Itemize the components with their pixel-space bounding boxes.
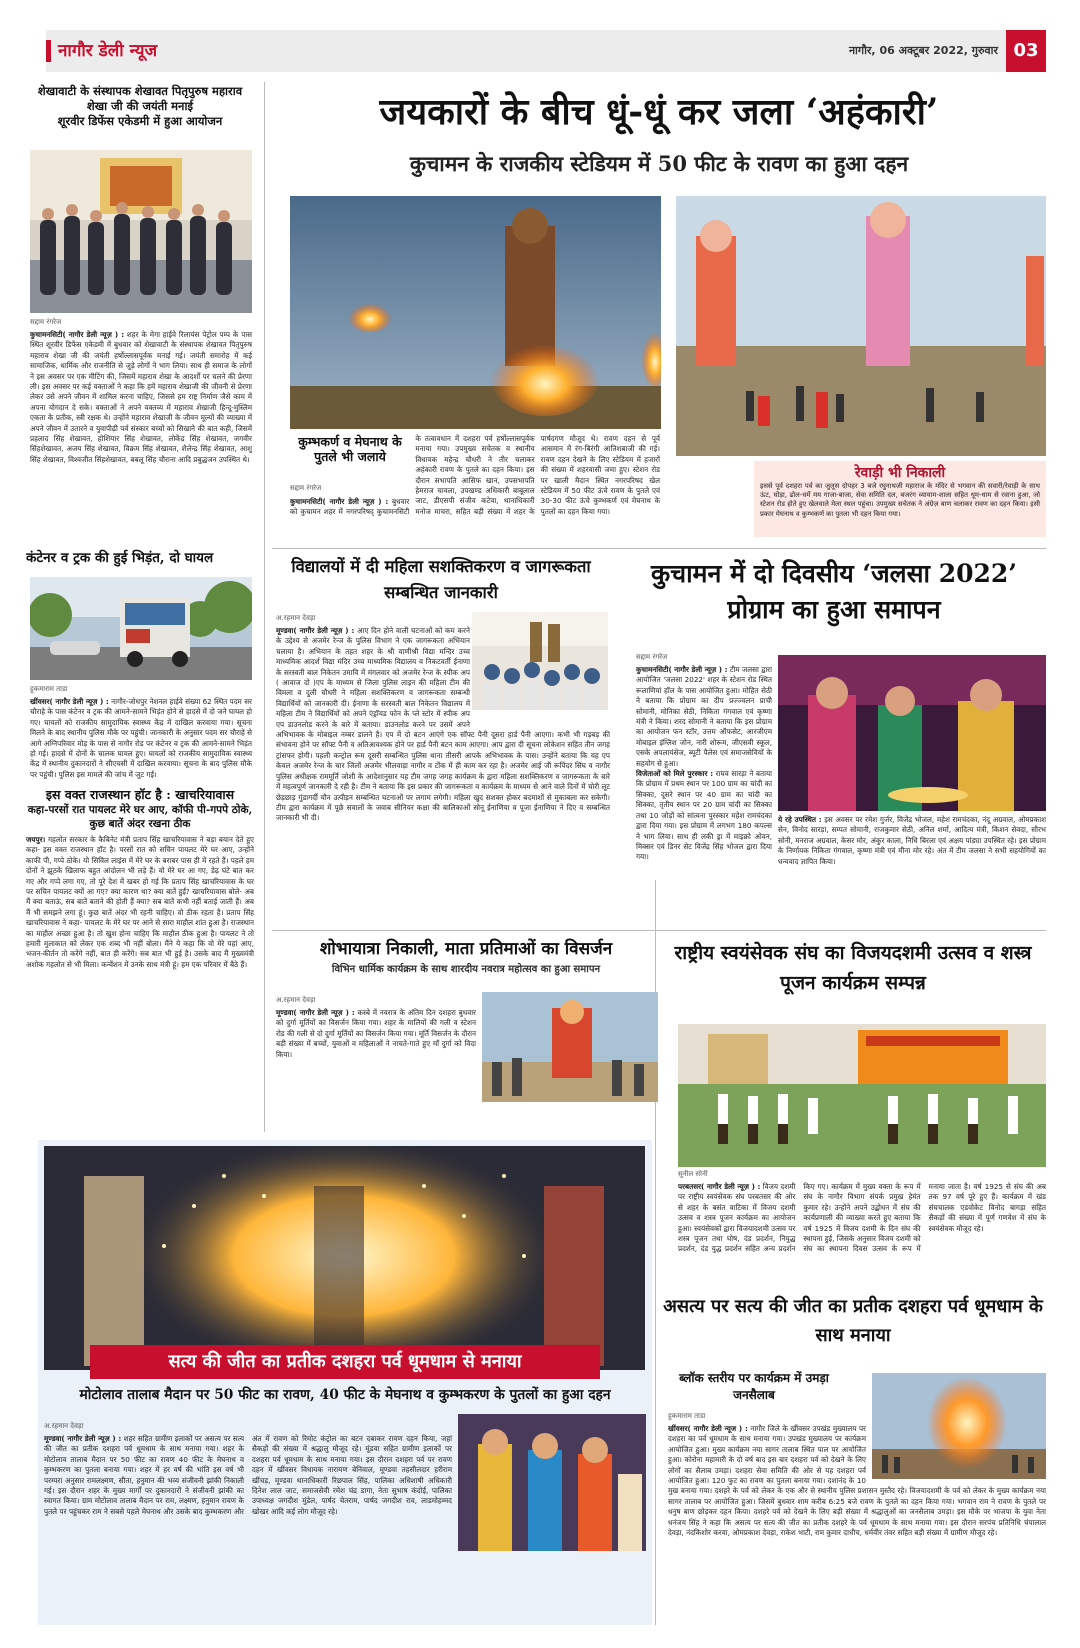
jalsa-story-body-col2	[778, 815, 1046, 915]
story-rss	[660, 938, 1046, 1022]
story-mundwa-dussehra	[38, 1140, 652, 1625]
story-jalsa	[622, 556, 1046, 630]
dateline: परबतसर( नागौर डेली न्यूज़ ) :	[678, 1182, 761, 1191]
dussehra-banner: सत्य की जीत का प्रतीक दशहरा पर्व धूमधाम से मनाया	[90, 1345, 600, 1379]
jalsa-photo	[778, 655, 1046, 811]
subheadline: शूरवीर डिफेंस एकेडमी में हुआ आयोजन	[57, 114, 223, 128]
fireworks-photo	[44, 1146, 645, 1370]
event-photo	[30, 150, 252, 313]
headline: राष्ट्रीय स्वयंसेवक संघ का विजयदशमी उत्सव व शस्त्र पूजन कार्यक्रम सम्पन्न	[674, 942, 1032, 994]
dateline: मूण्डवा( नागौर डेली न्यूज़ ) :	[44, 1434, 122, 1443]
story-text: नागौर जिले के खींवसर उपखंड मुख्यालय पर दशहरा का पर्व धूमधाम के साथ मनाया गया। उपखंड मुख्यालय पर कार्यक्रम आयोजित हुआ। मुख्य कार्यक्रम नया सागर तालाब स्थित पाल पर आयोजित हुआ। कोरोना महामारी के दो वर्ष बाद इस बार दशहरा पर्व को देखने के लिए लोगों का सैलाब उमड़ा। दशहरा सेवा समिति की ओर से यह दशहरा पर्व आयोजित हुआ। 120 फुट का रावण का पुतला बनाया गया। दशानंद के 10 मुख बनाया गया। दशहरे के पर्व को लेकर के एक और से स्थानीय पुलिस प्रशासन मुस्तैद रहे। विजयादशमी के पर्व को लेकर के मुख्य कार्यक्रम नया सागर तालाब पर आयोजित हुआ। जिसमें बुधवार शाम करीब 6:25 बजे रावण के पुतले का दहन किया गया। भगवान राम ने रावण के पुतले पर धनुष बाण छोड़कर दहन किया। दशहरे पर्व को देखने के लिए बड़ी संख्या में श्रद्धालुओं का जनसैलाब उमड़ा। इस मौके पर भाजपा के युवा नेता धनंजय सिंह ने कहा कि असत्य पर सत्य की जीत का प्रतीक दशहरे के पर्व धूमधाम के साथ मनाया गया। इस दौरान सरपंच प्रतिनिधि चंपालाल देवड़ा, नंदकिशोर करवा, ओमप्रकाश देवड़ा, राकेश भाटी, राम कुमार दाधीच, धर्मवीर तंवर सहित बड़ी संख्या में ग्रामीण मौजूद रहे।	[668, 1424, 1046, 1538]
attendees-subhead: ये रहे उपस्थित :	[778, 815, 822, 824]
rss-photo	[678, 1024, 1046, 1167]
ravan-burning-photo	[290, 196, 661, 429]
lead-headline: जयकारों के बीच धूं-धूं कर जला ‘अहंकारी’	[379, 91, 939, 133]
rewadi-box	[754, 461, 1046, 537]
subheadline: विभिन धार्मिक कार्यक्रम के साथ शारदीय नवरात्र महोत्सव का हुआ समापन	[331, 964, 601, 975]
headline: शेखावाटी के संस्थापक शेखावत पितृपुरुष महाराव शेखा जी की जयंती मनाई	[37, 84, 243, 113]
dateline: कुचामनसिटी( नागौर डेली न्यूज़ ) :	[636, 665, 728, 674]
photo-credit: हुकमाराम ताडा	[30, 685, 68, 693]
photo-credit: सद्दाम रंगरेज	[30, 318, 62, 326]
women-story-body	[276, 626, 610, 922]
story-text: शहर के मेगा हाईवे रिलायंस पेट्रोल पम्प के पास स्थित शूरवीर डिफेंस एकेडमी में बुधवार को शेखावाटी के संस्थापक शेखावत पितृपुरुष महाराव शेखा जी की जयंती हर्षोल्लासपूर्वक मनाई गई। जयंती समारोह में कई सामाजिक, धार्मिक और राजनीति से जुड़े लोगों ने भाग लिया। साथ ही समाज के लोगों ने इस अवसर पर एक मीटिंग की, जिसमें महाराव शेखा के आदर्शों पर चलने की प्रेरणा ली। इस अवसर पर कई वक्ताओं ने कहा कि हमें महाराव शेखाजी की जीवनी से प्रेरणा लेकर उसे अपने जीवन में शामिल करना चाहिए, जिससे हम राष्ट्र निर्माण जैसे काम में अपना योगदान दे सके। वक्ताओं ने अपने वक्तव्य में महाराव शेखाजी हिन्दू-मुस्लिम एकता के प्रतीक, स्त्री रक्षक थे। उन्होंने महाराव शेखाजी के जीवन मूल्यों की व्याख्या में अपने जीवन में उतारने व युवापीढ़ी पर्व संस्कार बच्चों को सिखाने की बात कही, जिसमें प्रहलाद सिंह शेखावत, होशियार सिंह शेखावत, लोकेंद्र सिंह शेखावत, जगवीर सिंहशेखावत, अजय सिंह शेखावत, विक्रम सिंह शेखावत, शैलेन्द्र सिंह शेखावत, आशु सिंह शेखावत, विश्वजीत सिंहशेखावत, बबलू सिंह चौराना आदि प्रबुद्धजन उपस्थित थे।	[30, 330, 252, 464]
dateline: मूण्डवा( नागौर डेली न्यूज़ ) :	[276, 626, 355, 635]
photo-credit: अ.रहमान देवड़ा	[276, 614, 316, 622]
lead-subheadline: कुचामन के राजकीय स्टेडियम में 50 फीट के रावण का हुआ दहन	[409, 151, 909, 176]
story-body	[44, 1434, 452, 1620]
story-body	[30, 697, 252, 779]
story-idol-immersion	[272, 936, 660, 1136]
page-dateline: नागौर, 06 अक्टूबर 2022, गुरुवार	[848, 44, 998, 57]
masthead-red-bar	[46, 40, 51, 62]
headline: इस वक्त राजस्थान हॉट है : खाचरियावास	[45, 787, 235, 802]
lead-photo-caption: कुम्भकर्ण व मेघनाथ के पुतले भी जलाये	[298, 434, 402, 464]
dateline: जयपुर।	[26, 835, 46, 844]
masthead	[46, 30, 1046, 72]
durga-photo	[482, 992, 658, 1102]
section-rule	[272, 930, 1046, 931]
khinvsar-subheadline: ब्लॉक स्तरीय पर कार्यक्रम में उमड़ा जनसैलाब	[679, 1371, 829, 1402]
box-text: इससे पूर्व दशहरा पर्व का जुलूस दोपहर 3 बजे रघुनाथजी महाराज के मंदिर से भगवान की सवारी/रेवाड़ी के साथ ऊंट, घोड़ा, ढोल-धमें मय गाजा-बाजा, सेवा समिति दल, बजरंग व्यायाम-शाला सहित धूम-धाम से रवाना हुआ, जो स्टेशन रोड होते हुए खेलवाले मेला स्थल पहुंचा। उपमुख्य सचेतक ने अंग्रेज़ बाण चलाकर रावण का दहन किया। इसी प्रकार मेघनाथ व कुम्भकर्ण का पुतला भी दहन किया गया।	[760, 482, 1040, 518]
story-shekhawati	[26, 84, 254, 542]
page-number: 03	[1006, 30, 1046, 72]
accident-photo	[30, 577, 252, 680]
headline: कुचामन में दो दिवसीय ‘जलसा 2022’ प्रोग्राम का हुआ समापन	[651, 559, 1017, 624]
headline: विद्यालयों में दी महिला सशक्तिकरण व जागरूकता सम्बन्धित जानकारी	[291, 557, 591, 602]
story-text: बुधवार को कुचामन शहर में नगरपरिषद् कुचामनसिटी के तत्वावधान में दशहरा पर्व हर्षोल्लासपूर्वक मनाया गया। उपमुख्य सचेतक व स्थानीय विधायक महेन्द्र चौधरी ने तीर चलाकर अहंकारी रावण के पुतले का दहन किया। इस दौरान सभापति आसिफ खान, उपसभापति हेमराज चावला, उपखण्ड अधिकारी बाबूलाल जाट, डीएसपी संजीव कटेवा, थानाधिकारी मनोज माचरा, सहित बड़ी संख्या में शहर के पार्षदगण मौजूद थे। रावण दहन से पूर्व आसमान में रंग-बिरंगी आतिशबाजी की गई। रावण दहन देखने के लिए स्टेडियम में हजारों की संख्या में शहरवासी जमा हुए। स्टेशन रोड पर खाली मैदान स्थित नगरपरिषद खेल स्टेडियम में 50 फीट ऊंचे रावण के पुतले एवं 30-30 फीट ऊंचे कुम्भकर्ण एवं मेघनाथ के पुतलों का दहन किया गया।	[290, 434, 660, 517]
story-text: कस्बे में नवरात्र के अंतिम दिन दशहरा बुधवार को दुर्गा मूर्तियों का विसर्जन किया गया। शहर के मालियों की गली व स्टेशन रोड की गली से दो दुर्गा मूर्तियों का विसर्जन किया गया। मूर्ति विसर्जन के दौरान बड़ी संख्या में बच्चों, युवाओं व महिलाओं ने नाचते-गाते हुए माँ दुर्गा को विदा किया।	[276, 1008, 476, 1059]
photo-credit: सद्दाम रंगरेज	[636, 653, 668, 661]
dateline: खींवसर( नागौर डेली न्यूज ) :	[668, 1424, 748, 1433]
winners-subhead: विजेताओं को मिले पुरस्कार :	[636, 769, 714, 779]
attendees-text: इस अवसर पर रमेश गुर्जर, विजेंद्र भोजल, महेश रामचंदका, नंदू अग्रवाल, ओमप्रकाश सेन, विनोद सारड़ा, सम्पत सोमानी, राजकुमार सेठी, अनिल शर्मा, आदित्य मंत्री, किशन सेवदा, सौरभ सोनी, मनराज अग्रवाल, केसर मोर, अंकुर काला, निधि बिरला एवं अक्षय पांड्या उपस्थित रहे। इस प्रोग्राम के निर्णायक निकिता गंगवाल, कृष्णा मंत्री एवं मीना मोर रहे। अंत में टीम जलसा ने सभी सहयोगियों का धन्यवाद ज्ञापित किया।	[778, 815, 1046, 866]
khinvsar-story-body	[668, 1424, 1046, 1624]
dateline: कुचामनसिटी( नागौर डेली न्यूज़ ) :	[290, 497, 389, 506]
dateline: कुचामनसिटी( नागौर डेली न्यूज़ ) :	[30, 330, 125, 339]
jhanki-photo	[458, 1414, 646, 1551]
newspaper-name: नागौर डेली न्यूज	[58, 41, 158, 61]
jalsa-story-body-col1	[636, 665, 772, 913]
story-text: विजय दशमी पर राष्ट्रीय स्वयंसेवक संघ परबतसर की ओर से शहर के बसंत वाटिका में विजय दशमी उत्सव व शस्त्र पूजन कार्यक्रम का आयोजन हुआ। स्वयंसेवकों द्वारा विजयादशमी उत्सव पर शस्त्र पूजन तथा घोष, दंड प्रदर्शन, नियुद्ध प्रदर्शन, दंड युद्ध प्रदर्शन सहित अन्य प्रदर्शन किए गए। कार्यक्रम में मुख्य वक्ता के रूप में संघ के नागौर विभाग संपर्क प्रमुख हेमंत कुमार रहे। उन्होंने अपने उद्बोधन में संघ की कार्यप्रणाली की व्याख्या करते हुए बताया कि वर्ष 1925 में विजय दशमी के दिन संघ की स्थापना हुई, जिसके अनुसार विजय दशमी को संघ का स्थापना दिवस उत्सव के रूप में मनाया जाता है। वर्ष 1925 से संघ की अब तक 97 वर्ष पूरे हुए हैं। कार्यक्रम में खंड संघचालक एडवोकेट विनोद बागड़ा सहित सैकड़ों की संख्या में पूर्ण गणवेश में संघ के स्वयंसेवक मौजूद रहे।	[678, 1182, 1046, 1254]
dateline: मूण्डवा( नागौर डेली न्यूज़ ) :	[276, 1008, 355, 1017]
subheadline: कहा-परसों रात पायलट मेरे घर आए, कॉफी पी-गपपे ठोके, कुछ बातें अंदर रखना ठीक	[27, 804, 253, 830]
story-accident	[26, 549, 254, 779]
photo-credit: अ.रहमान देवड़ा	[276, 996, 316, 1004]
headline: असत्य पर सत्य की जीत का प्रतीक दशहरा पर्व धूमधाम के साथ मनाया	[663, 1296, 1043, 1346]
story-body	[30, 330, 252, 465]
story-text: शहर सहित ग्रामीण इलाकों पर असत्य पर सत्य की जीत का प्रतीक दशहरा पर्व धूमधाम के साथ मनाया गया। शहर के मोटोलाव तालाब मैदान पर 50 फीट का रावण 40 फीट के मेघनाथ व कुम्भकरण का पुतला बनाया गया। शहर में हर वर्ष की भांति इस वर्ष भी परम्परा अनुसार रामलक्ष्मण, सीता, हनुमान की भव्य संजीवनी झांकी निकाली गई। इस दौरान शहर के मुख्य मार्गों पर दुकानदारों ने संजीवनी झांकी का स्वागत किया। ग्राम मोटोलाव तालाब मैदान पर राम, लक्ष्मण, हनुमान रावण के पुतले पर पहुंचकर राम ने सबसे पहले मेघनाथ और उसके बाद कुम्भकरण और अंत में रावण को रिमोट कंट्रोल का बटन दबाकर रावण दहन किया, जहां सैकड़ों की संख्या में श्रद्धालु मौजूद रहे। मूंडवा सहित ग्रामीण इलाकों पर दशहरा पर्व धूमधाम के साथ मनाया गया। इस दौरान दशहरा पर्व पर रावण दहन में खींवसर विधायक नारायण बेनिवाल, मूण्डवा तहसीलदार हरीराम खींचड़, मूण्डवा थानाधिकारी रिछपाल सिंह, पालिका अधिशाषी अधिकारी दिनेश लाल जाट, समाजसेवी रमेश चंद्र डागा, नेता सुभाष कंदोई, पालिका उपाध्यक्ष जगदीश मुंडेल, पार्षद चेतराम, पार्षद जगदीश राव, लाडमोहम्मद खोखर आदि कई लोग मौजूद रहे।	[44, 1434, 452, 1516]
dateline: खींवसर( नागौर डेली न्यूज़ ) :	[30, 697, 109, 706]
column-rule	[264, 82, 265, 1132]
winners-text: राघव सारड़ा ने बताया कि प्रोग्राम में प्रथम स्थान पर 100 ग्राम का चांदी का सिक्का, दूसरे स्थान पर 40 ग्राम का चांदी का सिक्का, तृतीय स्थान पर 20 ग्राम चांदी का सिक्का तथा 10 जोड़ों को सांत्वना पुरस्कार महेश रामचंदका द्वारा दिया गया। इस प्रोग्राम में लगभग 180 कपल्स ने भाग लिया। साथ ही लकी ड्रा में माइक्रो ओवन, मिक्सर एवं डिनर सेट विजेंद्र सिंह भोजल द्वारा दिया गया।	[636, 769, 772, 862]
photo-credit: अ.रहमान देवड़ा	[44, 1422, 84, 1430]
photo-credit: सुनील सोनी	[678, 1170, 708, 1178]
story-text: गहलोत सरकार के कैबिनेट मंत्री प्रताप सिंह खाचरियावास ने बड़ा बयान देते हुए कहा- इस वक्त राजस्थान हॉट है। परसों रात को सचिन पायलट मेरे घर आए, उन्होंने काफी पी, गप्पे ठोके। यो सिविल लाइंस में मेरे घर के बराबर पास ही में रहते हैं। पहले हम दोनों ने झूठके खिलाफ बहुत आंदोलन भी लड़े हैं। वो मेरे घर आ गए, डेढ़ घंटे बात कर गए और गप्पे लगा गए, तो पूरे देश में खबर हो गई कि प्रताप सिंह खाचरियावास के घर पर सचिन पायलट क्यों आ गए? क्या कारण था? क्या बातें हुईं? खाचरियावास बोले- अब मैं क्या बताऊं, सब बातें बताने की होती हैं क्या? सब बातें कभी नहीं बताई जाती हैं। अब मैं भी समझने लगा हूं। कुछ बातें अंदर भी रहनी चाहिए। वो ठीक रहता है। प्रताप सिंह खाचरियावास ने कहा- पायलट के मेरे घर पर आने से सारा माहौल शांत हुआ है। राजस्थान का माहौल अच्छा हुआ है। तो खुश होना चाहिए कि माहौल ठीक हुआ है। पायलट ने तो हमारी मुलाकात को लेकर एक शब्द भी नहीं बोला। मैंने ये कहा कि वो मेरे यहां आए, भजन-कीर्तन तो करेंगे नहीं, बात ही करेंगे। सब बात भी हुई है। उसके बाद मैं मुख्यमंत्री अशोक गहलोत से भी मिला। कन्वेंशन में उनके साथ मंत्री हूं। हम एक परिवार में बैठे हैं।	[26, 835, 254, 969]
headline: मोटोलाव तालाब मैदान पर 50 फीट का रावण, 40 फीट के मेघनाथ व कुम्भकरण के पुतलों का हुआ दहन	[79, 1387, 611, 1403]
headline: कंटेनर व ट्रक की हुई भिड़ंत, दो घायल	[26, 550, 214, 566]
story-body	[276, 1008, 476, 1060]
lead-story-body	[290, 434, 660, 554]
story-text: आए दिन होने वाली घटनाओं को कम करने के उद्देश्य से अजमेर रेन्ज के पुलिस विभाग ने एक जागरूकता अभियान चलाया है। अभियान के तहत शहर के श्री वाणीश्री विद्या मन्दिर उच्च माध्यमिक आदर्श विद्या मंदिर उच्च माध्यमिक विद्यालय व निकटवर्ती ईनाणा के सरस्वती बाल निकेतन उमावि में मंगलवार को अजमेर रेन्ज के स्पीक अप ( आवाज दो )एप के माध्यम से जिला पुलिस लाइन की महिला टीम की विमला व दुली चौधरी ने महिला सशक्तिकरण व जागरूकता सम्बन्धी विद्यार्थियों को जानकारी दी। ईनाणा के सरस्वती बाल निकेतन विद्यालय में महिला टीम ने विद्यार्थियों को अपने एंड्रॉयड फोन के प्ले स्टोर में स्पीक अप एप डाउनलोड करने के बारे में बताया। डाउनलोड करने पर उसमें अपने अभिभावक के मोबाइल नम्बर डालने है। एप में दो बटन आएंगे एक सॉफ्ट पैनी दूसरा हार्ड पैनी आएगा। कभी भी गड़बड़ की संभावना होने पर सॉफ्ट पैनी व अतिआवश्यक होने पर हार्ड पैनी बटन काम आएगा। आप द्वारा दी सूचना लोकेशन सहित तीन जगह ट्रांसफर होगी। पहली कन्ट्रोल रूम दूसरी सम्बन्धित पुलिस थाना तीसरी आपके अभिभावक के पास। उन्होंने बताया कि यह एप केवल अजमेर रेन्ज के चार जिलों अजमेर भीलवाड़ा नागौर व टोंक में ही काम कर रहा है। अजमेर आई जी रूपिंदर सिंघ व नागौर पुलिस अधीक्षक राममूर्ति जोशी के आदेशानुसार यह टीम जगह जगह कार्यक्रम के द्वारा महिला सशक्तिकरण व जागरूकता के बारे में महत्वपूर्ण जानकारी दे रही है। टीम ने बताया कि इस प्रकार की जागरूकता व कार्यक्रम के माध्यम से आने वाले दिनों में चोरी लूट छेड़छाड़ गुंडागर्दी यौन उत्पीड़न सम्बन्धित घटनाओं पर लगाम लगेगी। महिला खुद सशक्त होकर बदमाशों से मुकाबला कर सकेगी। टीम द्वारा कार्यक्रम में पूछे सवालों के जवाब सीनियर कक्षा की बालिकाओं सोनू ईनाणिया व पूजा ईनाणिया ने दिए व सम्बन्धित जानकारी भी दी।	[276, 626, 610, 823]
box-title: रेवाड़ी भी निकाली	[854, 465, 946, 481]
photo-credit: हुकमाराम ताडा	[668, 1412, 706, 1420]
story-khachariyawas	[26, 787, 254, 1133]
story-text: टीम जलसा द्वारा आयोजित 'जलसा 2022' शहर के स्टेशन रोड स्थित रूलाणियां हॉल के पास आयोजित हुआ। मोहित सेठी ने बताया कि प्रोग्राम का दीप प्रज्ज्वलन प्राची सोमानी, मोनिका सेठी, निकिता गंगवाल एवं कृष्णा मंत्री ने किया। शरद सोमानी ने बताया कि इस प्रोग्राम का आयोजन फन स्टॉर, उत्तम ऑफसेट, आरजीएम मोबाइल इंग्लिश जोन, नारी शोरूम, जीएसवी स्कूल, एसके अपलायंसेज, ब्यूटी पैलेस एवं समाजसेवियों के सहयोग से हुआ।	[636, 665, 772, 768]
story-body	[26, 835, 254, 970]
story-text: नागौर-जोधपुर नेशनल हाईवे संख्या 62 स्थित पदम सर चौराहे के पास कंटेनर व ट्रक की आमने-सामने भिड़ंत होने से हादसे में दो जने घायल हो गए। घायलों को राजकीय सामुदायिक स्वास्थ्य केंद्र में दाखिल करवाया गया। सूचना मिलने के बाद स्थानीय पुलिस मौके पर पहुंची। जानकारी के अनुसार पदम सर चौराहे से आगे अग्निपरिवार मोड़ के पास से नागौर रोड पर कंटेनर व ट्रक की आमने-सामने भिड़ंत हो गई। हादसे में दोनों के चालक घायल हुए। घायलों को राजकीय सामुदायिक स्वास्थ्य केंद्र में स्थानीय दुकानदारों ने सीएचसी में दाखिल करवाया। सूचना के बाद पुलिस मौके पर पहुंची। पुलिस इस मामले की जांच में जुट गई।	[30, 697, 252, 779]
story-khinvsar-dussehra	[660, 1292, 1046, 1368]
rss-story-body	[678, 1182, 1046, 1282]
photo-credit: सद्दाम रंगरेज	[290, 484, 322, 492]
effigies-photo	[676, 196, 1046, 456]
headline: शोभायात्रा निकाली, माता प्रतिमाओं का विसर्जन	[319, 939, 613, 959]
section-rule	[272, 548, 1046, 549]
